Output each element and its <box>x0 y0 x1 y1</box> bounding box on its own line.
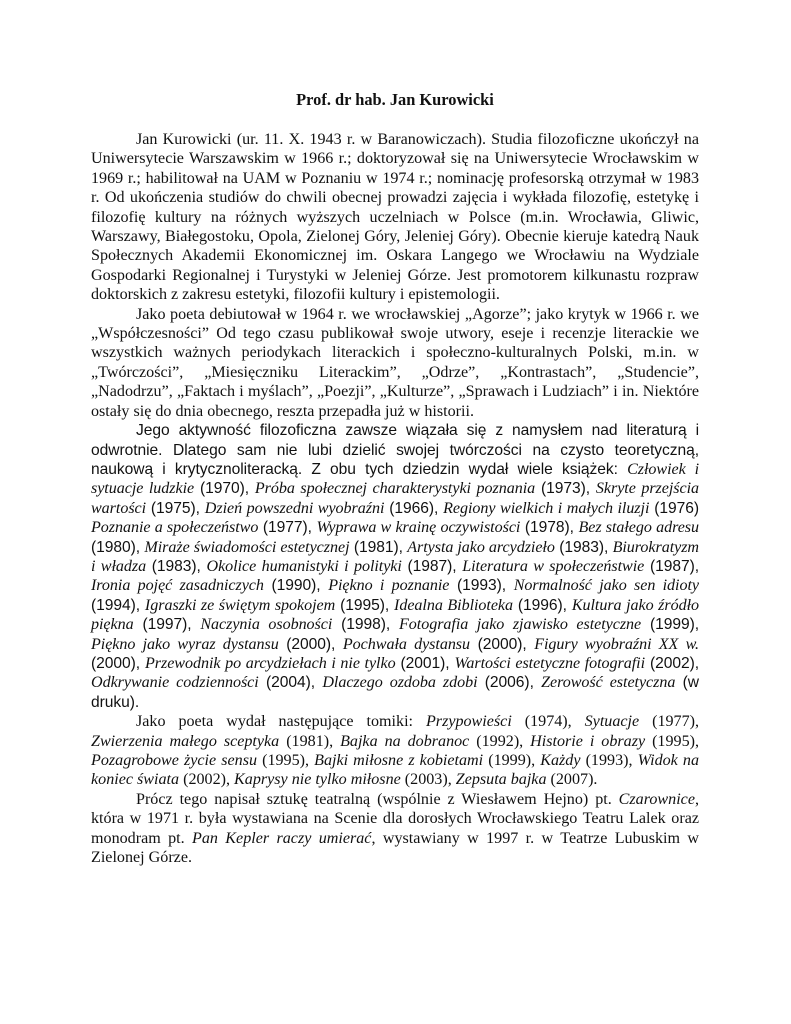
italic-title: Pan Kepler raczy umierać <box>192 829 372 847</box>
text-run: , która w 1971 r. była wystawiana na Scenie dla dorosłych Wrocławskiego Teatru Lalek oraz monodram pt. <box>91 790 699 847</box>
italic-title: Bez stałego adresu <box>578 519 700 537</box>
text-run: (1977), <box>639 713 700 731</box>
page-title: Prof. dr hab. Jan Kurowicki <box>296 90 494 109</box>
document-body <box>91 130 699 867</box>
text-run: Jego aktywność filozoficzna zawsze wiązała się z namysłem nad literaturą i odwrotnie. Dlatego sam nie lubi dzielić swojej twórczości na czysto teoretyczną, naukową i krytycznoliteracką. Z obu tych dziedzin wydał wiele książek: <box>91 422 699 478</box>
text-run: Jan Kurowicki (ur. 11. X. 1943 r. w Baranowiczach). Studia filozoficzne ukończył na Uniwersytecie Warszawskim w 1966 r.; doktoryzował się na Uniwersytecie Wrocławskim w 1969 r.; habilitował na UAM w Poznaniu w 1974 r.; nominację profesorską otrzymał w 1983 r. Od ukończenia studiów do chwili obecnej prowadzi zajęcia i wykłada filozofię, estetykę i filozofię kultury na różnych wyższych uczelniach w Polsce (m.in. Wrocławia, Gliwic, Warszawy, Białegostoku, Opola, Zielonej Góry, Jeleniej Góry). Obecnie kieruje katedrą Nauk Społecznych Akademii Ekonomicznej im. Oskara Langego we Wrocławiu na Wydziale Gospodarki Regionalnej i Turystyki w Jeleniej Górze. Jest promotorem kilkunastu rozpraw doktorskich z zakresu estetyki, filozofii kultury i epistemologii. <box>91 131 699 304</box>
paragraph <box>91 305 699 421</box>
italic-title: Próba społecznej charakterystyki poznania <box>254 480 536 498</box>
text-run: (w druku). <box>91 674 700 711</box>
italic-title: Regiony wielkich i małych iluzji <box>443 499 650 517</box>
text-run: (1983), <box>146 557 207 575</box>
text-run: Prócz tego napisał sztukę teatralną (wspólnie z Wiesławem Hejno) pt. <box>136 790 619 808</box>
text-run: (2002), <box>179 771 235 789</box>
text-run: (1977), <box>258 519 317 537</box>
italic-title: Piękno jako wyraz dystansu <box>91 635 279 653</box>
italic-title: Kaprysy nie tylko miłosne <box>234 771 401 789</box>
italic-title: Pozagrobowe życie sensu <box>91 752 258 769</box>
text-run: (1987), <box>401 557 463 575</box>
italic-title: Igraszki ze świętym spokojem <box>144 596 336 614</box>
italic-title: Okolice humanistyki i polityki <box>206 557 402 575</box>
text-run: (2007). <box>546 771 598 789</box>
text-run: (1981), <box>279 732 341 750</box>
italic-title: Zerowość estetyczna <box>541 674 676 692</box>
text-run: (2003), <box>400 771 456 789</box>
text-run: (1987), <box>644 557 699 575</box>
italic-title: Bajki miłosne z kobietami <box>314 752 484 769</box>
text-run: (1975), <box>146 499 205 517</box>
italic-title: Fotografia jako zjawisko estetyczne <box>399 616 642 634</box>
italic-title: Przypowieści <box>425 713 512 731</box>
paragraph <box>91 421 699 712</box>
text-run: (1990), <box>263 577 329 595</box>
text-run: (1995), <box>645 732 699 750</box>
italic-title: Wartości estetyczne fotografii <box>454 654 646 672</box>
text-run: Jako poeta debiutował w 1964 r. we wrocławskiej „Agorze”; jako krytyk w 1966 r. we „Współczesności” Od tego czasu publikował swoje utwory, eseje i recenzje literackie we wszystkich ważnych periodykach literackich i społeczno-kulturalnych Polski, m.in. w „Twórczości”, „Miesięczniku Literackim”, „Odrze”, „Kontrastach”, „Studencie”, „Nadodrzu”, „Faktach i myślach”, „Poezji”, „Kulturze”, „Sprawach i Ludziach” i in. Niektóre ostały się do dnia obecnego, reszta przepadła już w historii. <box>91 305 699 420</box>
italic-title: Dzień powszedni wyobraźni <box>204 499 385 517</box>
italic-title: Naczynia osobności <box>200 616 333 634</box>
paragraph <box>91 790 699 868</box>
italic-title: Bajka na dobranoc <box>340 732 470 750</box>
text-run: (1999), <box>483 752 541 769</box>
italic-title: Czarownice <box>618 790 695 808</box>
text-run: (1983), <box>554 538 613 556</box>
italic-title: Każdy <box>540 752 581 769</box>
paragraph <box>91 712 699 790</box>
italic-title: Człowiek i sytuacje ludzkie <box>91 460 699 498</box>
text-run: (1994), <box>91 596 145 614</box>
text-run: Jako poeta wydał następujące tomiki: <box>136 713 426 731</box>
italic-title: Historie i obrazy <box>530 732 646 750</box>
italic-title: Normalność jako sen idioty <box>513 577 699 595</box>
text-run: (1966), <box>384 499 444 517</box>
document-page <box>91 90 699 867</box>
text-run: (2006), <box>477 674 542 692</box>
text-run: (2000), <box>470 635 535 653</box>
text-run: (1995), <box>335 596 395 614</box>
text-run: (1995), <box>257 752 315 769</box>
italic-title: Piękno i poznanie <box>328 577 450 595</box>
text-run: (1978), <box>520 519 579 537</box>
text-run: (1981), <box>349 538 408 556</box>
text-run: (1976) <box>649 499 699 517</box>
italic-title: Zepsuta bajka <box>455 771 547 789</box>
italic-title: Odkrywanie codzienności <box>91 674 259 692</box>
italic-title: Kultura jako źródło piękna <box>91 596 699 634</box>
italic-title: Miraże świadomości estetycznej <box>144 538 350 556</box>
italic-title: Sytuacje <box>584 713 640 731</box>
italic-title: Biurokratyzm i władza <box>91 538 699 575</box>
italic-title: Ironia pojęć zasadniczych <box>91 577 264 595</box>
italic-title: Pochwała dystansu <box>342 635 471 653</box>
paragraph <box>91 130 699 305</box>
text-run: (2004), <box>258 674 323 692</box>
text-run: (1980), <box>91 538 145 556</box>
text-run: (2000), <box>278 635 343 653</box>
text-run: (1998), <box>332 616 400 634</box>
italic-title: Idealna Biblioteka <box>394 596 514 614</box>
text-run: (1993), <box>449 577 514 595</box>
italic-title: Wyprawa w krainę oczywistości <box>316 519 521 537</box>
text-run: , wystawiany w 1997 r. w Teatrze Lubuskim w Zielonej Górze. <box>91 829 699 867</box>
italic-title: Artysta jako arcydzieło <box>407 538 555 556</box>
text-run: (2000), <box>91 654 145 672</box>
italic-title: Dlaczego ozdoba zdobi <box>322 674 478 692</box>
text-run: (2001), <box>395 654 455 672</box>
italic-title: Literatura w społeczeństwie <box>462 557 645 575</box>
italic-title: Poznanie a społeczeństwo <box>91 519 259 537</box>
text-run: (1974), <box>511 713 585 731</box>
text-run: (1996), <box>513 596 572 614</box>
text-run: (1997), <box>133 616 201 634</box>
italic-title: Przewodnik po arcydziełach i nie tylko <box>145 654 396 672</box>
text-run: (1993), <box>580 752 638 769</box>
italic-title: Widok na koniec świata <box>91 752 699 789</box>
text-run: (1992), <box>469 732 531 750</box>
text-run: (1973), <box>535 480 596 498</box>
italic-title: Skryte przejścia wartości <box>91 480 700 517</box>
text-run: (1970), <box>194 480 255 498</box>
text-run: (2002), <box>645 654 700 672</box>
italic-title: Zwierzenia małego sceptyka <box>91 732 280 750</box>
italic-title: Figury wyobraźni XX w. <box>534 635 700 653</box>
text-run: (1999), <box>641 616 700 634</box>
